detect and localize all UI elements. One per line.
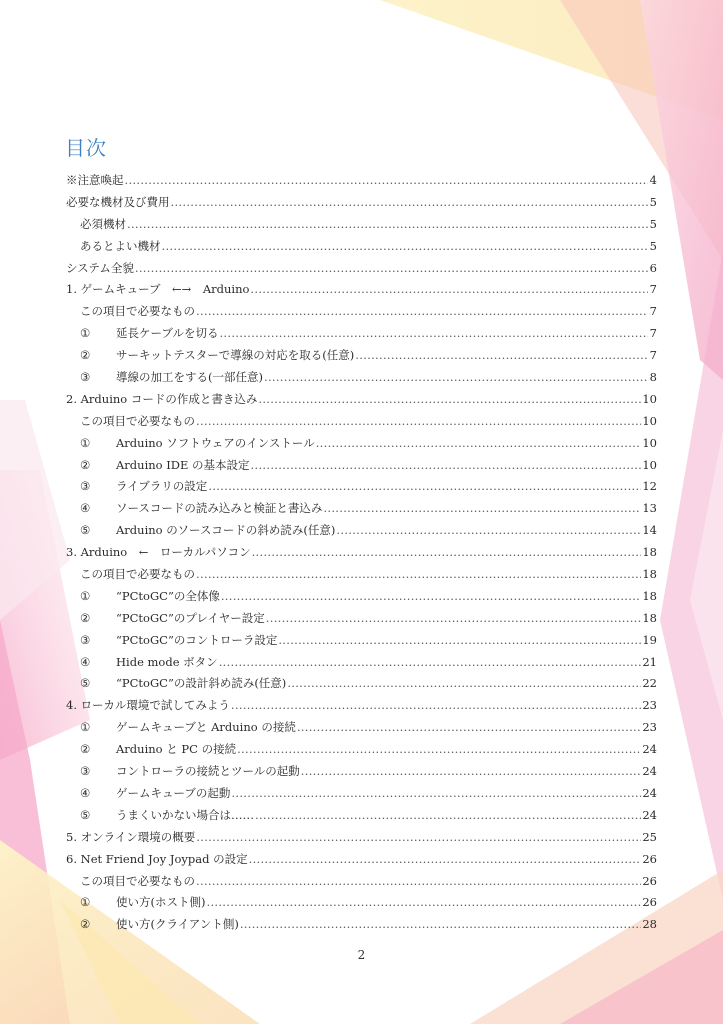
toc-leader-dots (250, 279, 648, 301)
toc-leader-dots (219, 323, 648, 345)
toc-entry-page: 26 (642, 873, 657, 888)
toc-entry-text: この項目で必要なもの (80, 873, 195, 888)
toc-entry-page: 7 (649, 282, 657, 297)
toc-entry-page: 6 (649, 260, 657, 275)
toc-entry-text: Arduino のソースコードの斜め読み(任意) (116, 523, 336, 538)
toc-entry[interactable] (66, 827, 657, 849)
toc-entry-number: ④ (80, 501, 91, 516)
table-of-contents (66, 170, 657, 936)
toc-entry-page: 24 (642, 742, 657, 757)
toc-entry-number: ③ (80, 370, 91, 385)
toc-entry[interactable] (66, 914, 657, 936)
toc-entry-text: この項目で必要なもの (80, 567, 195, 582)
toc-leader-dots (196, 301, 648, 323)
toc-entry[interactable] (66, 805, 657, 827)
toc-entry[interactable] (66, 411, 657, 433)
toc-entry-page: 10 (642, 391, 657, 406)
toc-leader-dots (196, 871, 641, 893)
page-title: 目次 (65, 136, 107, 160)
toc-entry-page: 14 (642, 523, 657, 538)
toc-entry-text: 2. Arduino コードの作成と書き込み (66, 391, 258, 406)
toc-entry-text: 6. Net Friend Joy Joypad の設定 (66, 851, 248, 866)
toc-entry-text: ゲームキューブと Arduino の接続 (116, 720, 296, 735)
toc-entry[interactable] (66, 367, 657, 389)
toc-entry[interactable] (66, 695, 657, 717)
toc-leader-dots (196, 827, 641, 849)
toc-entry-text: ソースコードの読み込みと検証と書込み (116, 501, 323, 516)
toc-leader-dots (221, 586, 642, 608)
toc-leader-dots (208, 476, 641, 498)
toc-entry-number: ④ (80, 654, 91, 669)
toc-entry-text: サーキットテスターで導線の対応を取る(任意) (116, 348, 355, 363)
toc-leader-dots (336, 520, 641, 542)
toc-leader-dots (251, 455, 642, 477)
toc-entry[interactable] (66, 564, 657, 586)
toc-leader-dots (231, 783, 641, 805)
toc-leader-dots (323, 498, 641, 520)
toc-entry[interactable] (66, 849, 657, 871)
toc-entry-text: ライブラリの設定 (116, 479, 208, 494)
toc-entry-page: 10 (642, 413, 657, 428)
toc-leader-dots (278, 630, 641, 652)
toc-entry-number: ③ (80, 632, 91, 647)
toc-entry-page: 26 (642, 851, 657, 866)
toc-entry[interactable] (66, 345, 657, 367)
toc-leader-dots (240, 914, 642, 936)
toc-entry-page: 5 (649, 194, 657, 209)
toc-entry-page: 7 (649, 348, 657, 363)
toc-entry-number: ⑤ (80, 807, 91, 822)
toc-entry-text: 使い方(ホスト側) (116, 895, 206, 910)
toc-entry-text: コントローラの接続とツールの起動 (116, 764, 300, 779)
toc-entry[interactable] (66, 236, 657, 258)
toc-entry[interactable] (66, 630, 657, 652)
toc-entry-page: 19 (642, 632, 657, 647)
toc-entry-page: 25 (642, 829, 657, 844)
page-number: 2 (357, 948, 366, 962)
toc-leader-dots (264, 367, 648, 389)
toc-entry-number: ⑤ (80, 523, 91, 538)
toc-entry-text: 3. Arduino ← ローカルパソコン (66, 545, 251, 560)
toc-leader-dots (252, 542, 642, 564)
toc-entry-text: あるとよい機材 (80, 238, 161, 253)
toc-entry-page: 10 (642, 435, 657, 450)
toc-entry-page: 26 (642, 895, 657, 910)
toc-entry-page: 28 (642, 917, 657, 932)
toc-entry[interactable] (66, 892, 657, 914)
toc-entry-page: 24 (642, 785, 657, 800)
toc-entry[interactable] (66, 783, 657, 805)
toc-entry[interactable] (66, 586, 657, 608)
toc-entry[interactable] (66, 301, 657, 323)
toc-entry[interactable] (66, 498, 657, 520)
toc-entry-text: システム全貌 (66, 260, 134, 275)
toc-entry[interactable] (66, 258, 657, 280)
toc-entry-text: “PCtoGC”の全体像 (116, 588, 220, 603)
toc-entry-text: ※注意喚起 (66, 173, 124, 187)
toc-leader-dots (237, 739, 641, 761)
toc-entry-text: 1. ゲームキューブ ←→ Arduino (66, 282, 250, 297)
toc-entry-page: 12 (642, 479, 657, 494)
toc-entry-text: “PCtoGC”のコントローラ設定 (116, 632, 278, 647)
toc-entry[interactable] (66, 279, 657, 301)
toc-entry[interactable] (66, 673, 657, 695)
toc-entry-page: 21 (642, 654, 657, 669)
toc-entry-number: ⑤ (80, 676, 91, 691)
toc-entry[interactable] (66, 761, 657, 783)
toc-entry-page: 8 (649, 370, 657, 385)
toc-leader-dots (287, 673, 641, 695)
toc-entry-number: ① (80, 895, 91, 910)
toc-leader-dots (255, 805, 641, 827)
toc-leader-dots (162, 236, 649, 258)
toc-entry-number: ② (80, 610, 91, 625)
toc-leader-dots (301, 761, 642, 783)
toc-leader-dots (125, 170, 649, 192)
toc-entry[interactable] (66, 476, 657, 498)
toc-entry-page: 7 (649, 326, 657, 341)
toc-leader-dots (127, 214, 648, 236)
toc-entry[interactable] (66, 739, 657, 761)
toc-entry-number: ① (80, 720, 91, 735)
toc-entry-number: ① (80, 588, 91, 603)
toc-entry-text: “PCtoGC”の設計斜め読み(任意) (116, 676, 287, 691)
toc-entry[interactable] (66, 192, 657, 214)
toc-leader-dots (196, 564, 641, 586)
toc-leader-dots (266, 608, 642, 630)
toc-entry-text: ゲームキューブの起動 (116, 785, 231, 800)
toc-entry-text: 必要な機材及び費用 (66, 194, 170, 209)
toc-entry-page: 22 (642, 676, 657, 691)
toc-entry[interactable] (66, 389, 657, 411)
toc-entry[interactable] (66, 871, 657, 893)
toc-leader-dots (297, 717, 642, 739)
toc-leader-dots (249, 849, 642, 871)
toc-entry-page: 24 (642, 807, 657, 822)
toc-entry-page: 13 (642, 501, 657, 516)
toc-entry-text: この項目で必要なもの (80, 304, 195, 319)
toc-leader-dots (206, 892, 641, 914)
toc-entry-number: ③ (80, 764, 91, 779)
toc-entry[interactable] (66, 433, 657, 455)
toc-entry-text: 必須機材 (80, 216, 126, 231)
toc-entry-text: Arduino ソフトウェアのインストール (116, 435, 315, 450)
toc-entry-number: ② (80, 457, 91, 472)
toc-leader-dots (316, 433, 642, 455)
toc-entry-number: ② (80, 917, 91, 932)
toc-entry-page: 23 (642, 698, 657, 713)
toc-entry[interactable] (66, 214, 657, 236)
toc-entry-text: Arduino IDE の基本設定 (116, 457, 250, 472)
toc-entry-text: Arduino と PC の接続 (116, 742, 237, 757)
toc-entry-page: 18 (642, 588, 657, 603)
toc-entry-page: 7 (649, 304, 657, 319)
toc-entry-text: うまくいかない場合は…… (116, 807, 254, 822)
toc-entry[interactable] (66, 652, 657, 674)
toc-entry[interactable] (66, 717, 657, 739)
toc-leader-dots (135, 258, 648, 280)
toc-leader-dots (171, 192, 649, 214)
toc-entry-number: ② (80, 348, 91, 363)
toc-entry-text: 使い方(クライアント側) (116, 917, 239, 932)
toc-leader-dots (196, 411, 641, 433)
toc-entry-page: 5 (649, 238, 657, 253)
toc-entry-page: 18 (642, 610, 657, 625)
toc-entry[interactable] (66, 323, 657, 345)
toc-entry-number: ② (80, 742, 91, 757)
toc-leader-dots (258, 389, 641, 411)
toc-entry-number: ① (80, 326, 91, 341)
toc-entry-text: 延長ケーブルを切る (116, 326, 219, 341)
toc-entry-text: 4. ローカル環境で試してみよう (66, 698, 230, 713)
toc-entry-page: 18 (642, 545, 657, 560)
toc-entry-text: “PCtoGC”のプレイヤー設定 (116, 610, 265, 625)
toc-entry[interactable] (66, 170, 657, 192)
toc-entry[interactable] (66, 542, 657, 564)
toc-leader-dots (219, 652, 642, 674)
toc-entry-number: ③ (80, 479, 91, 494)
toc-entry-number: ① (80, 435, 91, 450)
toc-entry-page: 18 (642, 567, 657, 582)
toc-entry-page: 24 (642, 764, 657, 779)
toc-entry-text: Hide mode ボタン (116, 654, 218, 669)
toc-entry-page: 4 (649, 173, 657, 187)
toc-entry-text: この項目で必要なもの (80, 413, 195, 428)
toc-entry[interactable] (66, 520, 657, 542)
toc-entry-text: 導線の加工をする(一部任意) (116, 370, 263, 385)
toc-entry-text: 5. オンライン環境の概要 (66, 829, 196, 844)
toc-entry[interactable] (66, 455, 657, 477)
toc-entry-page: 5 (649, 216, 657, 231)
toc-entry-page: 10 (642, 457, 657, 472)
toc-entry-number: ④ (80, 785, 91, 800)
toc-leader-dots (231, 695, 641, 717)
toc-entry[interactable] (66, 608, 657, 630)
toc-entry-page: 23 (642, 720, 657, 735)
toc-leader-dots (355, 345, 648, 367)
